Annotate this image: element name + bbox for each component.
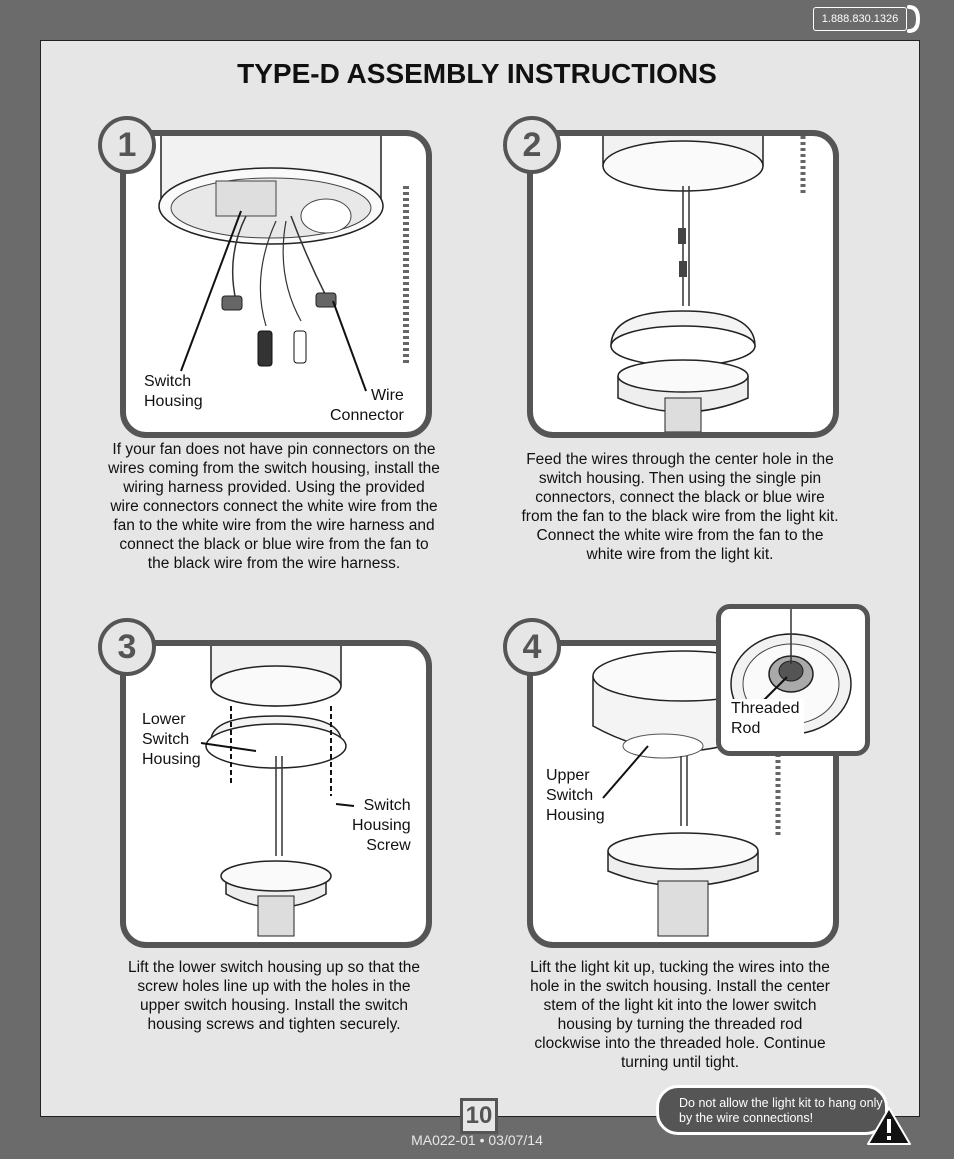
switch-housing-label: Switch Housing bbox=[144, 373, 203, 410]
step-1-description: If your fan does not have pin connectors on the wires coming from the switch housing, install the wiring harness provided. Using the provided wire connectors connect the white wire from the fan to the white wire from the wire harness and connect the black or blue wire from the fan to the black wire from the wire harness. bbox=[108, 441, 440, 572]
page-number: 10 bbox=[460, 1098, 498, 1134]
phone-number: 1.888.830.1326 bbox=[813, 7, 907, 31]
step-3-number: 3 bbox=[98, 618, 156, 676]
lower-switch-housing-drawing bbox=[126, 646, 426, 942]
step-4-number: 4 bbox=[503, 618, 561, 676]
step-4-description: Lift the light kit up, tucking the wires into the hole in the switch housing. Install the center stem of the light kit into the lower switch housing by turning the threaded rod clockwise into the threaded hole. Continue turning until tight. bbox=[530, 959, 830, 1071]
step-1-number: 1 bbox=[98, 116, 156, 174]
phone-icon bbox=[906, 5, 920, 33]
switch-housing-screw-label: Switch Housing Screw bbox=[352, 797, 411, 854]
lower-switch-housing-label: Lower Switch Housing bbox=[142, 711, 201, 768]
wire-connector-label: Wire Connector bbox=[330, 387, 404, 424]
step-2-number: 2 bbox=[503, 116, 561, 174]
warning-callout bbox=[656, 1085, 888, 1135]
step-1-illustration bbox=[120, 130, 432, 438]
step-2-description: Feed the wires through the center hole in the switch housing. Then using the single pin connectors, connect the black or blue wire from the fan to the black wire from the light kit. Connect the white wire from the fan to the white wire from the light kit. bbox=[521, 451, 839, 563]
page-title: TYPE-D ASSEMBLY INSTRUCTIONS bbox=[237, 58, 717, 89]
warning-icon bbox=[866, 1106, 912, 1146]
step-3-description: Lift the lower switch housing up so that the screw holes line up with the holes in the upper switch housing. Install the switch housing screws and tighten securely. bbox=[127, 959, 421, 1033]
upper-switch-housing-label: Upper Switch Housing bbox=[546, 767, 605, 824]
warning-text: Do not allow the light kit to hang only by the wire connections! bbox=[679, 1096, 883, 1125]
feed-wires-drawing bbox=[533, 136, 833, 432]
threaded-rod-detail-inset bbox=[716, 604, 870, 756]
threaded-rod-label: Threaded Rod bbox=[731, 699, 804, 739]
step-2-illustration bbox=[527, 130, 839, 438]
step-3-illustration bbox=[120, 640, 432, 948]
document-code: MA022-01 • 03/07/14 bbox=[411, 1132, 543, 1148]
